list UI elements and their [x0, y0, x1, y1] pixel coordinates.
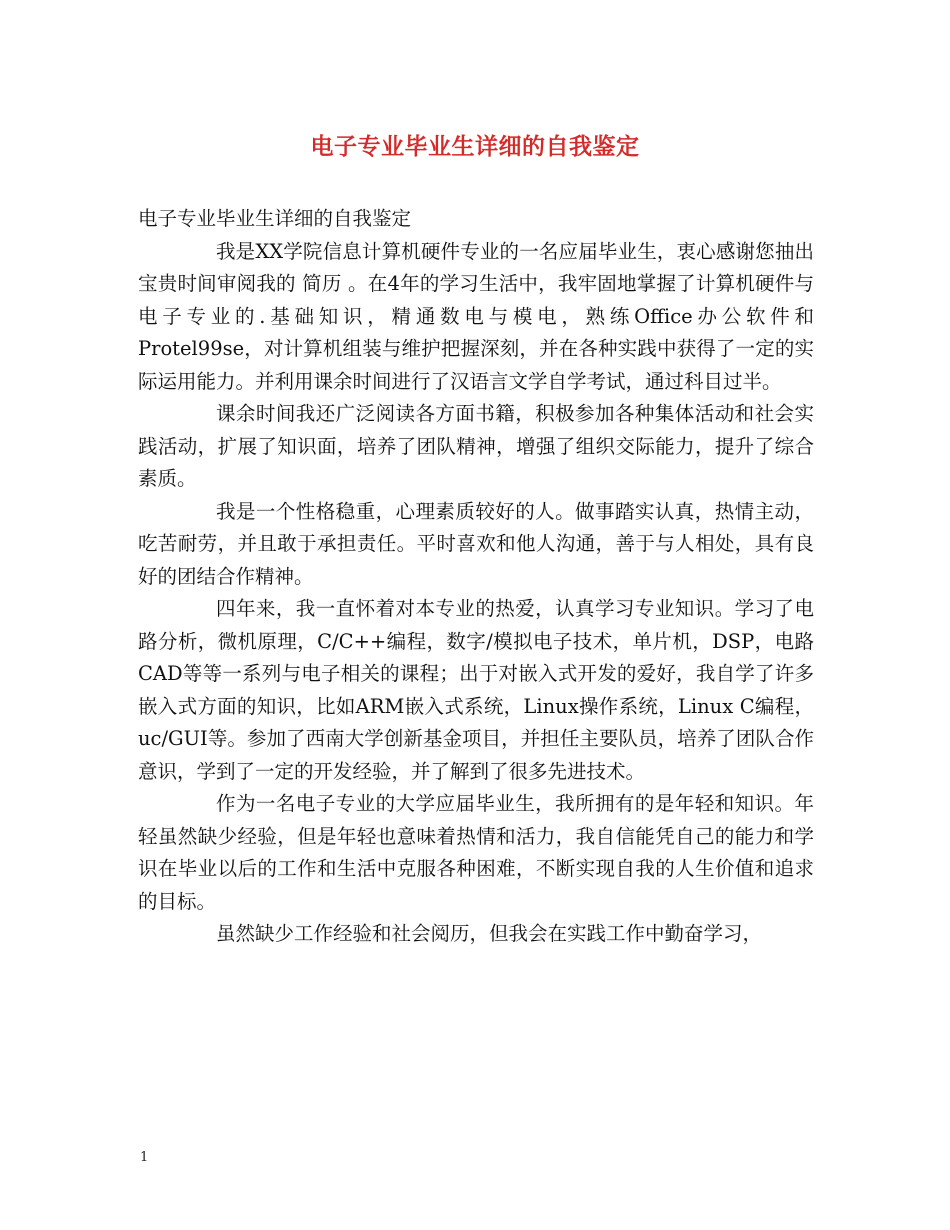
paragraph-3: 我是一个性格稳重，心理素质较好的人。做事踏实认真，热情主动，吃苦耐劳，并且敢于承担责任。平时喜欢和他人沟通，善于与人相处，具有良好的团结合作精神。 [138, 499, 814, 588]
paragraph-6: 虽然缺少工作经验和社会阅历，但我会在实践工作中勤奋学习， [216, 922, 763, 945]
paragraph-2: 课余时间我还广泛阅读各方面书籍，积极参加各种集体活动和社会实践活动，扩展了知识面，培养了团队精神，增强了组织交际能力，提升了综合素质。 [138, 402, 814, 490]
document-heading: 电子专业毕业生详细的自我鉴定 [138, 207, 412, 230]
document-body [138, 203, 814, 951]
paragraph-1: 我是XX学院信息计算机硬件专业的一名应届毕业生，衷心感谢您抽出宝贵时间审阅我的 简历 。在4年的学习生活中，我牢固地掌握了计算机硬件与电子专业的.基础知识，精通数电与模电，熟练Office办公软件和Protel99se，对计算机组装与维护把握深刻，并在各种实践中获得了一定的实际运用能力。并利用课余时间进行了汉语言文学自学考试，通过科目过半。 [138, 239, 814, 393]
page-number: 1 [140, 1150, 149, 1165]
paragraph-4: 四年来，我一直怀着对本专业的热爱，认真学习专业知识。学习了电路分析，微机原理，C/C++编程，数字/模拟电子技术，单片机，DSP，电路CAD等等一系列与电子相关的课程；出于对嵌入式开发的爱好，我自学了许多嵌入式方面的知识，比如ARM嵌入式系统，Linux操作系统，Linux C编程，uc/GUI等。参加了西南大学创新基金项目，并担任主要队员，培养了团队合作意识，学到了一定的开发经验，并了解到了很多先进技术。 [138, 597, 814, 783]
paragraph-5: 作为一名电子专业的大学应届毕业生，我所拥有的是年轻和知识。年轻虽然缺少经验，但是年轻也意味着热情和活力，我自信能凭自己的能力和学识在毕业以后的工作和生活中克服各种困难，不断实现自我的人生价值和追求的目标。 [138, 792, 814, 913]
document-title: 电子专业毕业生详细的自我鉴定 [310, 134, 640, 160]
